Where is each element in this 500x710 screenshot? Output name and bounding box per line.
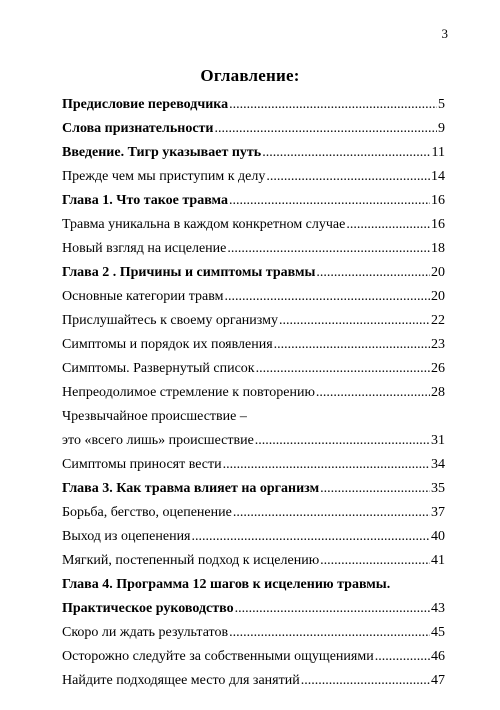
toc-dot-leader	[224, 289, 430, 305]
toc-entry	[62, 209, 445, 233]
toc-entry-title: Симптомы приносят вести	[62, 457, 222, 472]
toc-dot-leader	[346, 217, 430, 233]
toc-entry-page: 28	[431, 385, 445, 400]
toc-entry-page: 14	[431, 169, 445, 184]
toc-entry	[62, 305, 445, 329]
toc-entry-title: Глава 4. Программа 12 шагов к исцелению травмы.	[62, 577, 391, 592]
toc-entry-page: 35	[431, 481, 445, 496]
toc-entry-page: 20	[431, 265, 445, 280]
toc-entry	[62, 449, 445, 473]
toc-entry-title: Скоро ли ждать результатов	[62, 625, 229, 640]
toc-entry-page: 26	[431, 361, 445, 376]
toc-entry	[62, 377, 445, 401]
toc-entry	[62, 641, 445, 665]
toc-entry-title: Борьба, бегство, оцепенение	[62, 505, 232, 520]
toc-dot-leader	[274, 337, 430, 353]
toc-entry-page: 16	[431, 217, 445, 232]
toc-entry	[62, 665, 445, 689]
toc-entry	[62, 593, 445, 617]
toc-entry	[62, 137, 445, 161]
toc-dot-leader	[262, 145, 430, 161]
toc-entry	[62, 353, 445, 377]
toc-entry-title: Предисловие переводчика	[62, 97, 229, 112]
toc-dot-leader	[320, 481, 430, 497]
toc-entry-title: это «всего лишь» происшествие	[62, 433, 254, 448]
toc-entry-title: Чрезвычайное происшествие –	[62, 409, 247, 424]
toc-entry-title: Мягкий, постепенный подход к исцелению	[62, 553, 320, 568]
toc-entry	[62, 329, 445, 353]
toc-dot-leader	[223, 457, 430, 473]
toc-entry-title: Глава 1. Что такое травма	[62, 193, 228, 208]
toc-entry-title: Прислушайтесь к своему организму	[62, 313, 278, 328]
toc-dot-leader	[255, 433, 430, 449]
toc-entry-title: Осторожно следуйте за собственными ощущениями	[62, 649, 374, 664]
toc-entry-page: 5	[438, 97, 445, 112]
toc-dot-leader	[256, 361, 430, 377]
toc-dot-leader	[229, 97, 437, 113]
toc-dot-leader	[316, 385, 430, 401]
toc-entry	[62, 185, 445, 209]
toc-entry-page: 34	[431, 457, 445, 472]
toc-entry-page: 23	[431, 337, 445, 352]
toc-entry	[62, 617, 445, 641]
toc-entry	[62, 401, 445, 425]
toc-entry	[62, 545, 445, 569]
toc-dot-leader	[229, 625, 430, 641]
table-of-contents	[62, 89, 445, 689]
toc-entry-title: Травма уникальна в каждом конкретном случае	[62, 217, 346, 232]
toc-entry-title: Слова признательности	[62, 121, 214, 136]
toc-entry	[62, 257, 445, 281]
toc-entry	[62, 569, 445, 593]
toc-dot-leader	[215, 121, 438, 137]
toc-dot-leader	[375, 649, 430, 665]
page-number: 3	[441, 26, 448, 41]
toc-entry-title: Глава 3. Как травма влияет на организм	[62, 481, 320, 496]
toc-entry-page: 22	[431, 313, 445, 328]
toc-entry-page: 9	[438, 121, 445, 136]
toc-entry-page: 20	[431, 289, 445, 304]
toc-entry	[62, 113, 445, 137]
toc-dot-leader	[266, 169, 430, 185]
toc-dot-leader	[229, 193, 430, 209]
toc-entry	[62, 161, 445, 185]
toc-entry-page: 18	[431, 241, 445, 256]
toc-entry	[62, 497, 445, 521]
toc-entry-page: 40	[431, 529, 445, 544]
toc-entry	[62, 281, 445, 305]
toc-entry-title: Найдите подходящее место для занятий	[62, 673, 300, 688]
toc-dot-leader	[192, 529, 431, 545]
toc-dot-leader	[227, 241, 430, 257]
toc-dot-leader	[235, 601, 430, 617]
toc-entry-page: 37	[431, 505, 445, 520]
toc-entry-page: 43	[431, 601, 445, 616]
toc-entry	[62, 425, 445, 449]
toc-entry-title: Симптомы. Развернутый список	[62, 361, 255, 376]
toc-dot-leader	[301, 673, 430, 689]
toc-title: Оглавление:	[200, 66, 300, 85]
toc-entry	[62, 89, 445, 113]
toc-dot-leader	[320, 553, 430, 569]
toc-entry-page: 41	[431, 553, 445, 568]
toc-entry-title: Прежде чем мы приступим к делу	[62, 169, 266, 184]
toc-entry	[62, 233, 445, 257]
toc-entry-title: Глава 2 . Причины и симптомы травмы	[62, 265, 316, 280]
toc-entry-title: Симптомы и порядок их появления	[62, 337, 273, 352]
toc-entry-title: Основные категории травм	[62, 289, 224, 304]
toc-entry	[62, 473, 445, 497]
toc-entry-page: 31	[431, 433, 445, 448]
toc-entry-title: Практическое руководство	[62, 601, 234, 616]
toc-entry-page: 47	[431, 673, 445, 688]
toc-entry-page: 45	[431, 625, 445, 640]
toc-dot-leader	[316, 265, 430, 281]
toc-entry-page: 46	[431, 649, 445, 664]
toc-entry-page: 16	[431, 193, 445, 208]
toc-entry-title: Выход из оцепенения	[62, 529, 191, 544]
toc-entry-title: Новый взгляд на исцеление	[62, 241, 227, 256]
toc-dot-leader	[233, 505, 430, 521]
toc-entry-title: Введение. Тигр указывает путь	[62, 145, 262, 160]
toc-entry-page: 11	[431, 145, 445, 160]
toc-entry-title: Непреодолимое стремление к повторению	[62, 385, 315, 400]
toc-dot-leader	[279, 313, 430, 329]
toc-entry	[62, 521, 445, 545]
